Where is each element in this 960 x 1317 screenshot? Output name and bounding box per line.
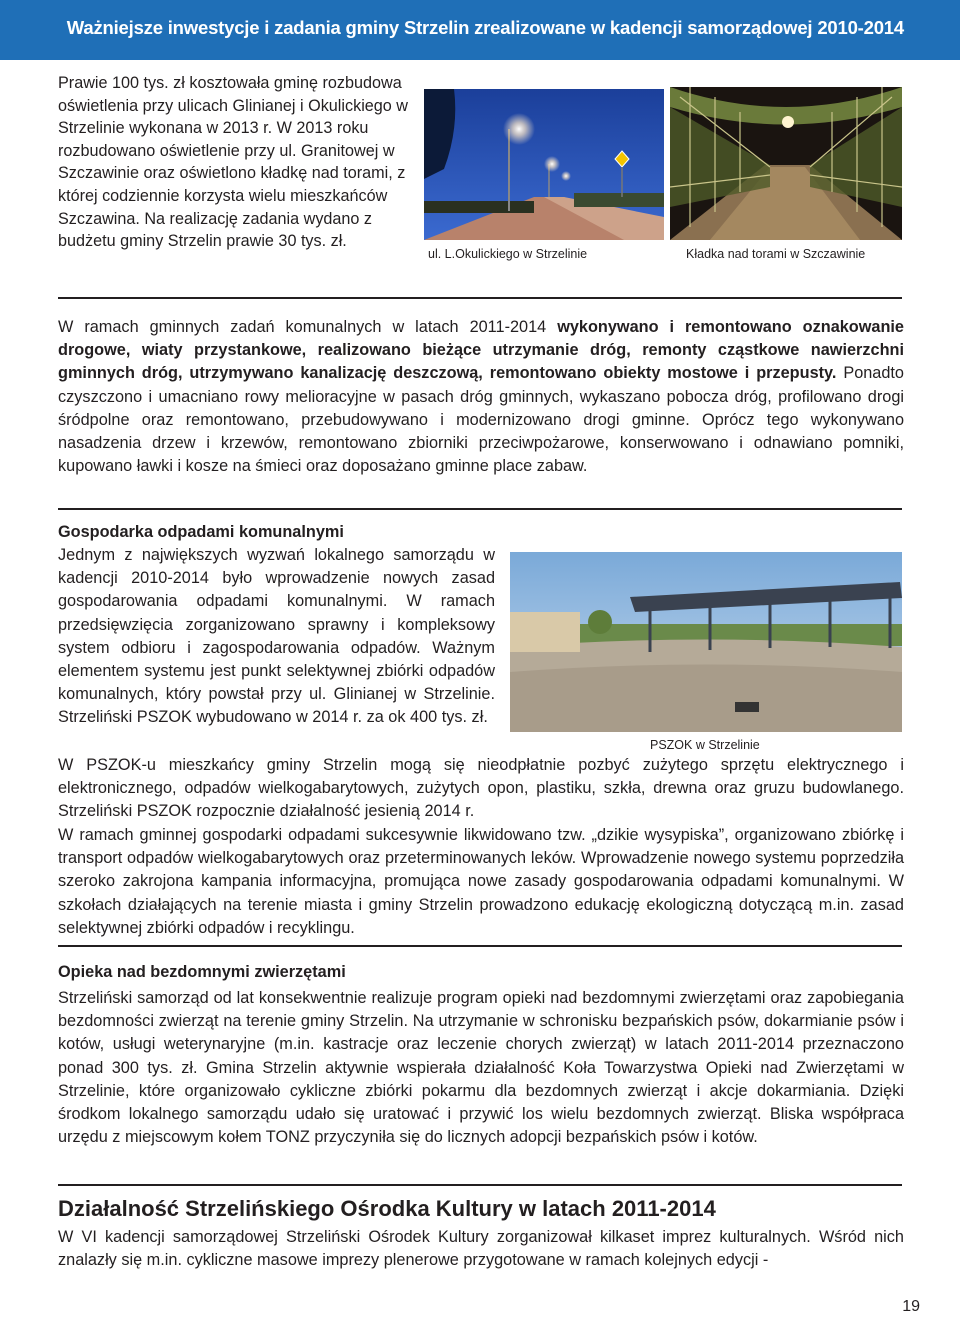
- footbridge-photo-caption: Kładka nad torami w Szczawinie: [686, 247, 866, 261]
- section-divider: [58, 508, 902, 510]
- culture-paragraph: W VI kadencji samorządowej Strzeliński Ośrodek Kultury zorganizował kilkaset imprez kulturalnych. Wśród nich znalazły się m.in. cykliczne masowe imprezy plenerowe przygotowane w ramach kolejnych edycji -: [58, 1228, 904, 1270]
- intro-paragraph: Prawie 100 tys. zł kosztowała gminę rozbudowa oświetlenia przy ulicach Glinianej i Okulickiego w Strzelinie wykonana w 2013 r. W 2013 roku rozbudowano oświetlenie przy ul. Granitowej w Szczawinie oraz oświetlono kładkę nad torami, z której codziennie korzysta wielu mieszkańców Szczawina. Na realizację zadania wydano z budżetu gminy Strzelin prawie 30 tys. zł.: [58, 74, 408, 251]
- waste-paragraph-2: W ramach gminnej gospodarki odpadami sukcesywnie likwidowano tzw. „dzikie wysypiska”, organizowano zbiórkę i transport odpadów wielkogabarytowych oraz przeterminowanych leków. Wprowadzenie nowego systemu poprzedziła szeroko zakrojona kampania informacyjna, promująca nowe zasady gospodarowania odpadami komunalnymi. W szkołach działających na terenie miasta i gminy Strzelin prowadzono edukację ekologiczną dotyczącą m.in. zasad selektywnej zbiórki odpadów i recyklingu.: [58, 826, 904, 937]
- waste-paragraph-full: W PSZOK-u mieszkańcy gminy Strzelin mogą się nieodpłatnie pozbyć zużytego sprzętu elektrycznego i elektronicznego, odpadów wielkogabarytowych, zużytych opon, plastiku, szkła, drewna oraz gruzu budowlanego. Strzeliński PSZOK rozpocznie działalność jesienią 2014 r.: [58, 756, 904, 821]
- culture-heading: Działalność Strzelińskiego Ośrodka Kultury w latach 2011-2014: [58, 1196, 716, 1221]
- roads-paragraph: [58, 316, 904, 478]
- footbridge-photo: [670, 87, 902, 240]
- section-divider: [58, 297, 902, 299]
- pszok-photo-caption: PSZOK w Strzelinie: [650, 738, 760, 752]
- page-number: 19: [902, 1298, 920, 1315]
- page-header-bar: [0, 0, 960, 60]
- waste-heading: Gospodarka odpadami komunalnymi: [58, 523, 344, 541]
- roads-text-bold: wykonywano i remontowano oznakowanie drogowe, wiaty przystankowe, realizowano bieżące utrzymanie dróg, remonty cząstkowe nawierzchni gminnych dróg, utrzymywano kanalizację deszczową, remontowano obiekty mostowe i przepusty.: [58, 318, 904, 383]
- animals-heading: Opieka nad bezdomnymi zwierzętami: [58, 963, 346, 981]
- waste-side-paragraph: Jednym z największych wyzwań lokalnego samorządu w kadencji 2010-2014 było wprowadzenie nowych zasad gospodarowania odpadami komunalnymi. W ramach przedsięwzięcia zorganizowano sprawny i kompleksowy system odbioru i zagospodarowania odpadów. Ważnym elementem systemu jest punkt selektywnej zbiórki odpadów komunalnych, który powstał przy ul. Glinianej w Strzelinie. Strzeliński PSZOK wybudowano w 2014 r. za ok 400 tys. zł.: [58, 546, 495, 727]
- section-divider: [58, 1184, 902, 1186]
- animals-paragraph: Strzeliński samorząd od lat konsekwentnie realizuje program opieki nad bezdomnymi zwierzętami oraz zapobiegania bezdomności zwierząt na terenie gminy Strzelin. Na utrzymanie w schronisku bezpańskich psów, dokarmianie psów i kotów, usługi weterynaryjne (m.in. kastracje oraz leczenie chorych zwierząt) w latach 2011-2014 przeznaczono ponad 300 tys. zł. Gmina Strzelin aktywnie wspierała działalność Koła Towarzystwa Opieki nad Zwierzętami w Strzelinie, które organizowało cykliczne zbiórki pokarmu dla bezdomnych zwierząt i akcje dokarmiania. Dzięki środkom lokalnego samorządu udało się uratować i przywić los wielu bezdomnych zwierząt. Bliska współpraca urzędu z miejscowym kołem TONZ przyczyniła się do licznych adopcji bezpańskich psów i kotów.: [58, 989, 904, 1147]
- pszok-photo: [510, 552, 902, 732]
- street-lighting-photo: [424, 89, 664, 240]
- roads-text-a: W ramach gminnych zadań komunalnych w latach 2011-2014: [58, 318, 558, 336]
- section-divider: [58, 945, 902, 947]
- roads-text-b: Ponadto czyszczono i umacniano rowy melioracyjne w pasach dróg gminnych, wykaszano pobocza dróg, profilowano drogi śródpolne oraz remontowano, przebudowywano i modernizowano drogi gminne. Oprócz tego wykonywano nasadzenia drzew i krzewów, remontowano zbiorniki przeciwpożarowe, konserwowano i odnawiano pomniki, kupowano ławki i kosze na śmieci oraz doposażano gminne place zabaw.: [58, 364, 904, 476]
- street-photo-caption: ul. L.Okulickiego w Strzelinie: [428, 247, 588, 261]
- page-header-title: Ważniejsze inwestycje i zadania gminy Strzelin zrealizowane w kadencji samorządowej 2010-2014: [66, 17, 904, 38]
